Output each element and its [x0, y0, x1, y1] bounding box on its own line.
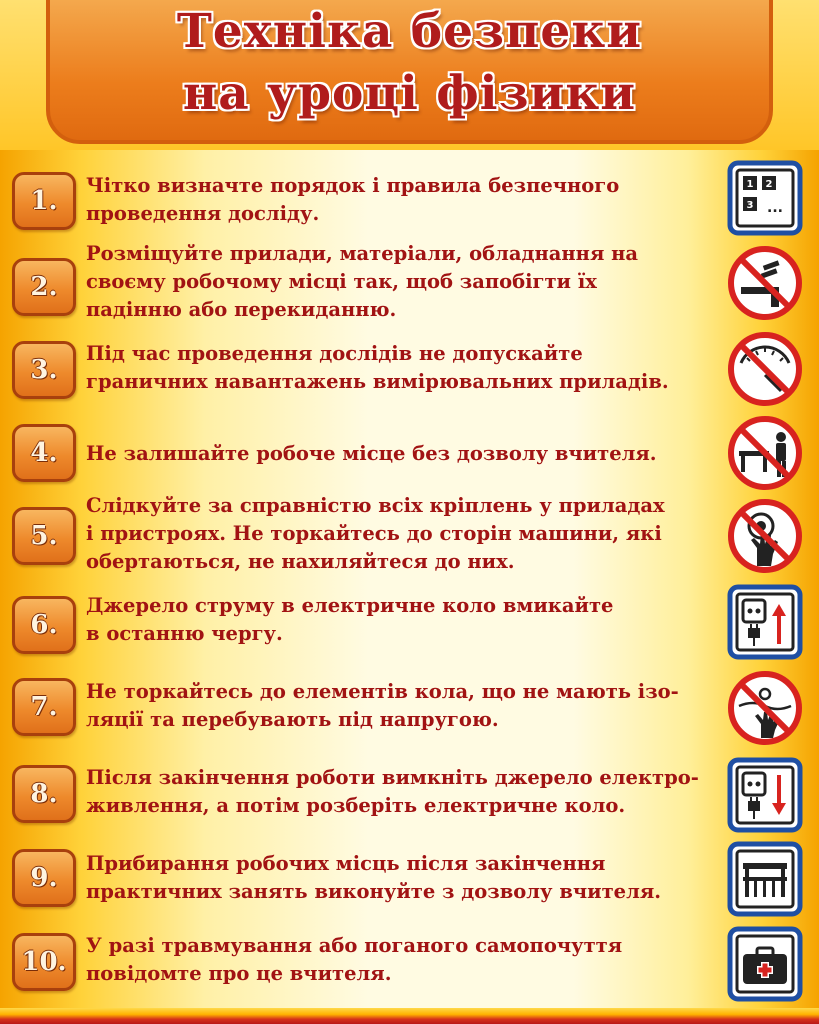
rule-text-line: обертаються, не нахиляйтеся до них. — [86, 550, 515, 573]
rule-text — [86, 850, 726, 906]
rule-text-line: Розміщуйте прилади, матеріали, обладнання на — [86, 242, 639, 265]
rule-text-line: Чітко визначте порядок і правила безпечного — [86, 174, 620, 197]
rule-text — [86, 240, 726, 324]
no-overload-gauge-icon — [727, 331, 803, 407]
rule-text-line: ляції та перебувають під напругою. — [86, 708, 499, 731]
rules-order-glyph: 2 — [765, 179, 773, 190]
no-touch-live-wire-icon — [727, 670, 803, 746]
poster-title-line-2: на уроці фізики — [182, 66, 637, 121]
first-aid-kit-icon — [727, 926, 803, 1002]
rule-text-line: Прибирання робочих місць після закінчення — [86, 852, 606, 875]
rule-text-line: граничних навантажень вимірювальних приладів. — [86, 370, 669, 393]
clean-workplace-icon — [727, 841, 803, 917]
rule-text-line: живлення, а потім розберіть електричне коло. — [86, 794, 626, 817]
rule-text-line: проведення досліду. — [86, 202, 320, 225]
rule-text — [86, 678, 726, 734]
bottom-decor-strip — [0, 1008, 819, 1024]
rules-order-glyph: ... — [767, 200, 783, 216]
rule-number-badge: 3. — [12, 341, 76, 399]
rule-text-line: Під час проведення дослідів не допускайте — [86, 342, 583, 365]
rule-text-line: практичних занять виконуйте з дозволу вчителя. — [86, 880, 662, 903]
rules-order-glyph: 3 — [746, 200, 754, 211]
rule-text-line: повідомте про це вчителя. — [86, 962, 392, 985]
no-falling-objects-icon — [727, 245, 803, 321]
power-off-first-icon — [727, 757, 803, 833]
rule-text — [86, 764, 726, 820]
no-leaving-workplace-icon — [727, 415, 803, 491]
rule-number-badge: 4. — [12, 424, 76, 482]
poster-title-line-1: Техніка безпеки — [176, 4, 643, 59]
rule-text-line: Слідкуйте за справністю всіх кріплень у приладах — [86, 494, 665, 517]
rules-order-glyph: 1 — [746, 179, 754, 190]
rule-number-badge: 1. — [12, 172, 76, 230]
rule-text-line: Після закінчення роботи вимкніть джерело електро- — [86, 766, 699, 789]
rule-text-line: і пристроях. Не торкайтесь до сторін машини, які — [86, 522, 662, 545]
rule-text — [86, 592, 726, 648]
rule-text-line: Не залишайте робоче місце без дозволу вчителя. — [86, 442, 657, 465]
rule-number-badge: 6. — [12, 596, 76, 654]
rule-text-line: Джерело струму в електричне коло вмикайте — [86, 594, 614, 617]
rule-text-line: Не торкайтесь до елементів кола, що не мають ізо- — [86, 680, 679, 703]
rule-number-badge: 9. — [12, 849, 76, 907]
rules-order-icon — [727, 160, 803, 236]
rule-number-badge: 2. — [12, 258, 76, 316]
rule-text — [86, 172, 726, 228]
rule-number-badge: 8. — [12, 765, 76, 823]
rule-text — [86, 492, 726, 576]
rule-text-line: в останню чергу. — [86, 622, 283, 645]
rule-number-badge: 10. — [12, 933, 76, 991]
no-touch-rotating-icon — [727, 498, 803, 574]
rule-text — [86, 440, 726, 468]
rule-text-line: своєму робочому місці так, щоб запобігти їх — [86, 270, 597, 293]
rule-number-badge: 7. — [12, 678, 76, 736]
rule-text-line: падінню або перекиданню. — [86, 298, 397, 321]
rule-text — [86, 340, 726, 396]
rule-text — [86, 932, 726, 988]
rule-text-line: У разі травмування або поганого самопочуття — [86, 934, 623, 957]
rule-number-badge: 5. — [12, 507, 76, 565]
power-on-last-icon — [727, 584, 803, 660]
